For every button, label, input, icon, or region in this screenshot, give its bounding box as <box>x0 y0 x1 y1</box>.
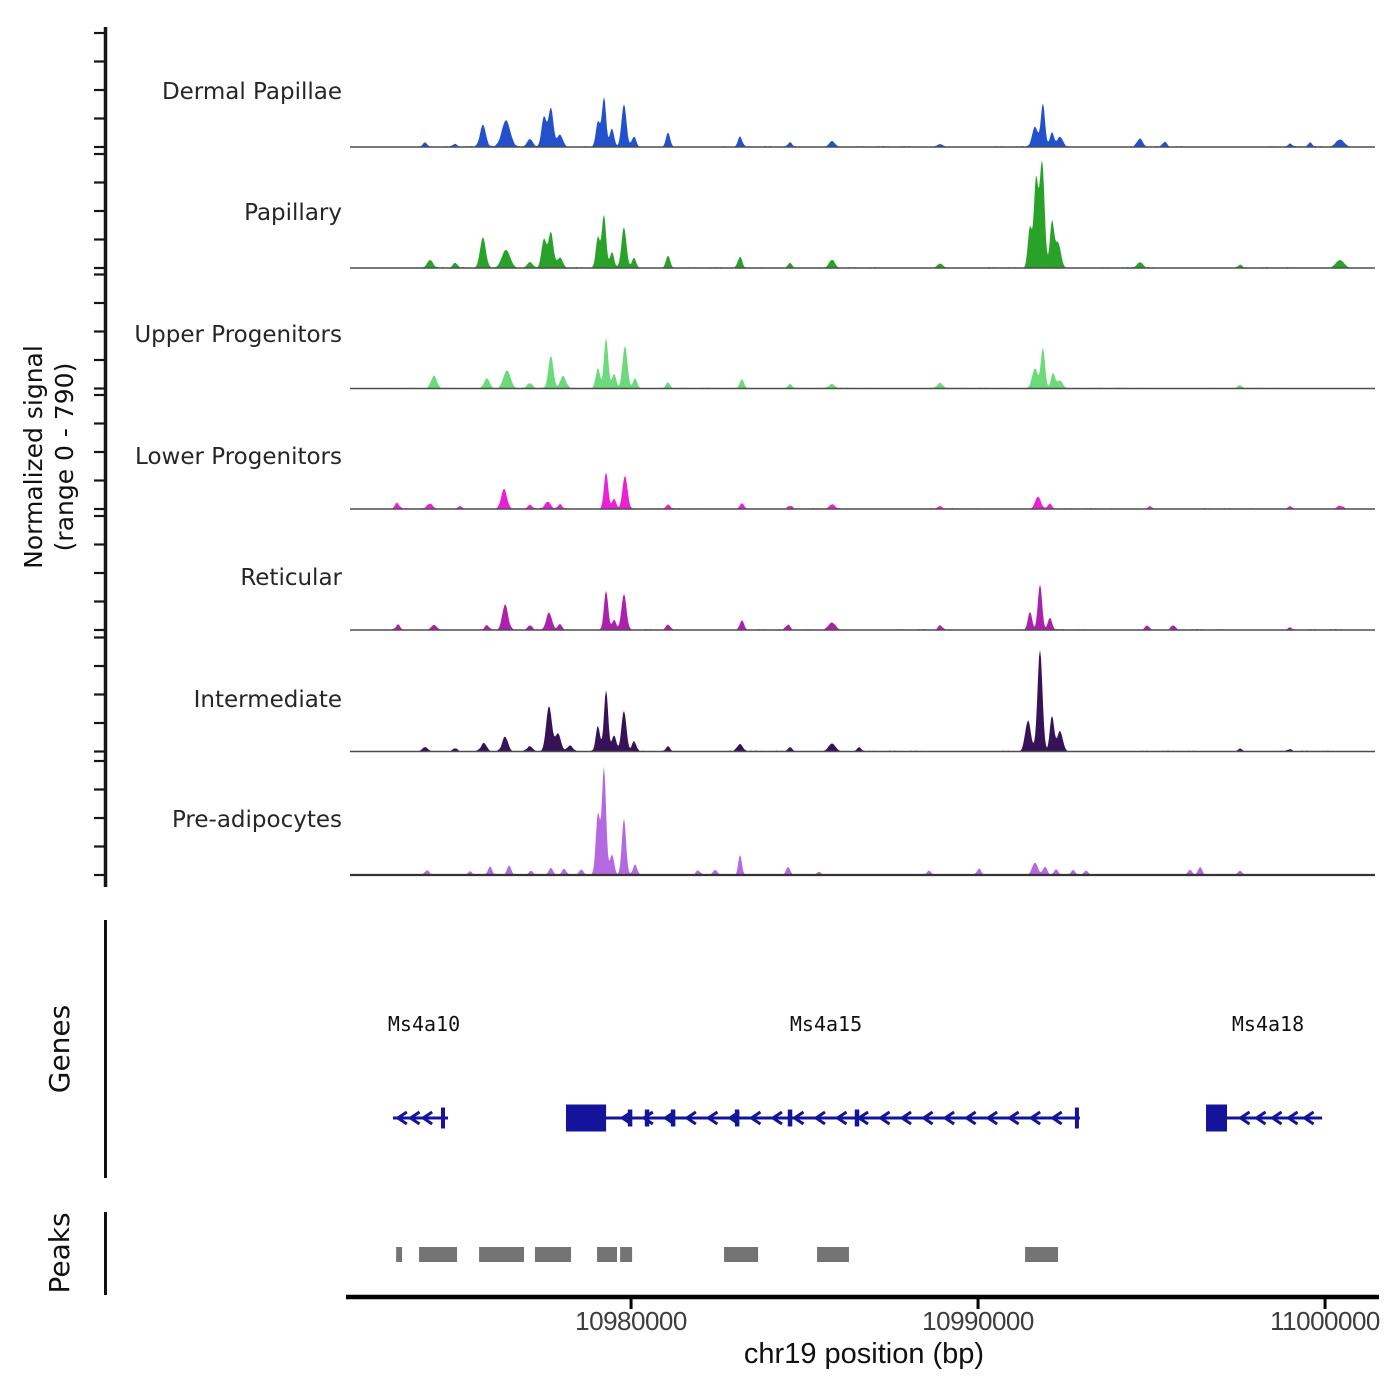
x-axis-title: chr19 position (bp) <box>743 1338 985 1370</box>
track-label-papillary: Papillary <box>244 200 342 226</box>
x-tick-10990000: 10990000 <box>922 1306 1034 1336</box>
track-label-reticular: Reticular <box>240 565 342 591</box>
track-label-upper-progenitors: Upper Progenitors <box>134 322 342 348</box>
genes-section-label: Genes <box>43 1004 76 1094</box>
track-label-pre-adipocytes: Pre-adipocytes <box>171 807 342 833</box>
gene-label-ms4a15: Ms4a15 <box>789 1012 863 1036</box>
track-label-lower-progenitors: Lower Progenitors <box>135 444 342 470</box>
x-tick-10980000: 10980000 <box>575 1306 687 1336</box>
track-label-dermal-papillae: Dermal Papillae <box>161 79 342 105</box>
track-label-intermediate: Intermediate <box>193 687 342 713</box>
y-axis-label-line2: (range 0 - 790) <box>50 362 79 552</box>
y-axis-label-line1: Normalized signal <box>19 345 48 569</box>
gene-label-ms4a10: Ms4a10 <box>387 1012 461 1036</box>
peaks-section-label: Peaks <box>43 1212 76 1294</box>
gene-label-ms4a18: Ms4a18 <box>1231 1012 1305 1036</box>
x-tick-11000000: 11000000 <box>1270 1306 1380 1336</box>
